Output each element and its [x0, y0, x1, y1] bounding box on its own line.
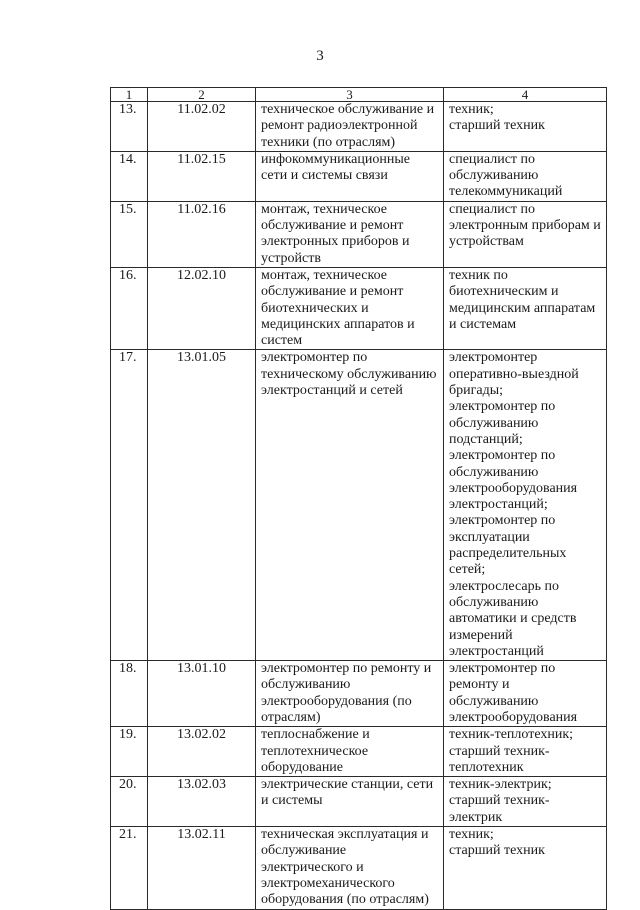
table-body — [111, 102, 607, 910]
qualification-item: техник по биотехническим и медицинским аппаратам и системам — [449, 267, 596, 332]
qualifications-cell — [444, 661, 607, 727]
qualifications-cell — [444, 827, 607, 909]
qualification-item: электромонтер оперативно-выездной бригады; — [449, 350, 579, 399]
table-row — [111, 267, 607, 349]
specialty-code: 12.02.10 — [148, 267, 256, 349]
row-number: 21. — [111, 827, 148, 909]
qualification-item: специалист по электронным приборам и устройствам — [449, 201, 601, 250]
page-number: 3 — [316, 48, 324, 64]
table-row — [111, 350, 607, 661]
qualifications-cell — [444, 267, 607, 349]
table-row — [111, 727, 607, 777]
specialty-name: электромонтер по техническому обслуживанию электростанций и сетей — [256, 350, 444, 661]
table-row — [111, 201, 607, 267]
qualifications-cell — [444, 777, 607, 827]
row-number: 20. — [111, 777, 148, 827]
row-number: 14. — [111, 151, 148, 201]
qualification-item: электромонтер по обслуживанию подстанций; — [449, 399, 556, 447]
specialty-name: инфокоммуникационные сети и системы связи — [256, 151, 444, 201]
qualification-item: специалист по обслуживанию телекоммуникаций — [449, 151, 563, 200]
header-col-2: 2 — [148, 88, 256, 102]
specialty-code: 11.02.02 — [148, 102, 256, 152]
row-number: 16. — [111, 267, 148, 349]
table-row — [111, 102, 607, 152]
specialty-code: 11.02.15 — [148, 151, 256, 201]
qualifications-cell — [444, 102, 607, 152]
specialty-name: монтаж, техническое обслуживание и ремонт электронных приборов и устройств — [256, 201, 444, 267]
qualifications-cell — [444, 151, 607, 201]
specialty-code: 13.02.11 — [148, 827, 256, 909]
row-number: 13. — [111, 102, 148, 152]
qualification-item: электромонтер по обслуживанию электрооборудования электростанций; — [449, 448, 578, 513]
qualifications-cell — [444, 727, 607, 777]
qualification-item: старший техник-теплотехник — [449, 743, 550, 775]
header-row — [111, 88, 607, 102]
qualification-item: техник; — [449, 102, 494, 117]
qualification-item: старший техник — [449, 843, 545, 859]
qualification-item: старший техник-электрик — [449, 793, 550, 825]
row-number: 19. — [111, 727, 148, 777]
table-row — [111, 777, 607, 827]
header-col-4: 4 — [444, 88, 607, 102]
specialty-name: монтаж, техническое обслуживание и ремонт биотехнических и медицинских аппаратов и систем — [256, 267, 444, 349]
specialty-code: 13.02.03 — [148, 777, 256, 827]
qualification-item: старший техник — [449, 118, 545, 134]
specialty-code: 13.01.10 — [148, 661, 256, 727]
specialty-name: техническое обслуживание и ремонт радиоэлектронной техники (по отраслям) — [256, 102, 444, 152]
qualification-item: электромонтер по эксплуатации распределительных сетей; — [449, 513, 567, 578]
qualifications-cell — [444, 201, 607, 267]
qualification-item: электрослесарь по обслуживанию автоматики и средств измерений электростанций — [449, 578, 577, 659]
row-number: 18. — [111, 661, 148, 727]
qualification-item: техник-электрик; — [449, 777, 552, 793]
header-col-3: 3 — [256, 88, 444, 102]
qualifications-cell — [444, 350, 607, 661]
specialty-code: 13.01.05 — [148, 350, 256, 661]
row-number: 15. — [111, 201, 148, 267]
table-row — [111, 661, 607, 727]
table-row — [111, 151, 607, 201]
qualification-item: техник-теплотехник; — [449, 727, 574, 743]
specialty-name: техническая эксплуатация и обслуживание электрического и электромеханического оборудования (по отраслям) — [256, 827, 444, 909]
table-row — [111, 827, 607, 909]
specialties-table — [110, 87, 607, 910]
specialty-code: 11.02.16 — [148, 201, 256, 267]
specialty-code: 13.02.02 — [148, 727, 256, 777]
header-col-1: 1 — [111, 88, 148, 102]
specialty-name: электромонтер по ремонту и обслуживанию электрооборудования (по отраслям) — [256, 661, 444, 727]
specialty-name: электрические станции, сети и системы — [256, 777, 444, 827]
row-number: 17. — [111, 350, 148, 661]
qualification-item: техник; — [449, 827, 494, 843]
specialty-name: теплоснабжение и теплотехническое оборудование — [256, 727, 444, 777]
qualification-item: электромонтер по ремонту и обслуживанию электрооборудования — [449, 661, 578, 725]
